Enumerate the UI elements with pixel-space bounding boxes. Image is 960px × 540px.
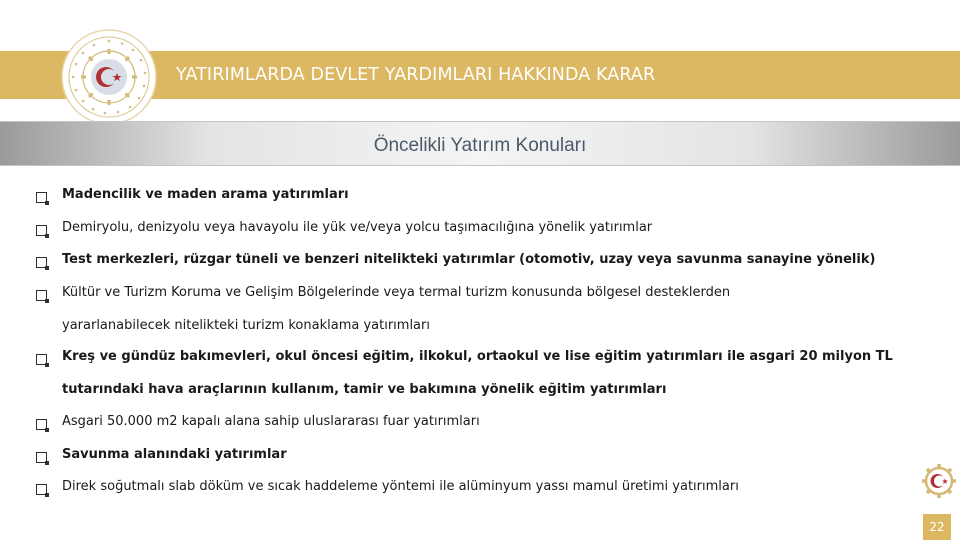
priority-investment-list: Madencilik ve maden arama yatırımları Demiryolu, denizyolu veya havayolu ile yük ve/veya yolcu taşımacılığına yönelik yatırımlar Test merkezleri, rüzgar tüneli ve benzeri nitelikteki yatırımlar (otomotiv, uzay veya savunma sanayine yönelik) Kültür ve Turizm Koruma ve Gelişim Bölgelerinde veya termal turizm konusunda bölgesel desteklerden yararlanabilecek nitelikteki turizm konaklama yatırımları Kreş ve gündüz bakımevleri, okul öncesi eğitim, ilkokul, ortaokul ve lise eğitim yatırımları ile asgari 20 milyon TL tutarındaki hava araçlarının kullanım, tamir ve bakımına yönelik eğitim yatırımları Asgari 50.000 m2 kapalı alana sahip uluslararası fuar yatırımları Savunma alanındaki yatırımlar Direk soğutmalı slab döküm ve sıcak haddeleme yöntemi ile alüminyum yassı mamul üretimi yatırımları (0, 0, 960, 540)
checkbox-bullet-icon (36, 290, 47, 301)
checkbox-bullet-icon (36, 257, 47, 268)
page-title: YATIRIMLARDA DEVLET YARDIMLARI HAKKINDA KARAR (176, 65, 656, 85)
checkbox-bullet-icon (36, 192, 47, 203)
checkbox-bullet-icon (36, 484, 47, 495)
gear-crescent-icon (920, 462, 958, 500)
section-heading: Öncelikli Yatırım Konuları (373, 135, 587, 156)
checkbox-bullet-icon (36, 419, 47, 430)
checkbox-bullet-icon (36, 225, 47, 236)
page-number: 22 (923, 514, 951, 540)
checkbox-bullet-icon (36, 452, 47, 463)
checkbox-bullet-icon (36, 354, 47, 365)
